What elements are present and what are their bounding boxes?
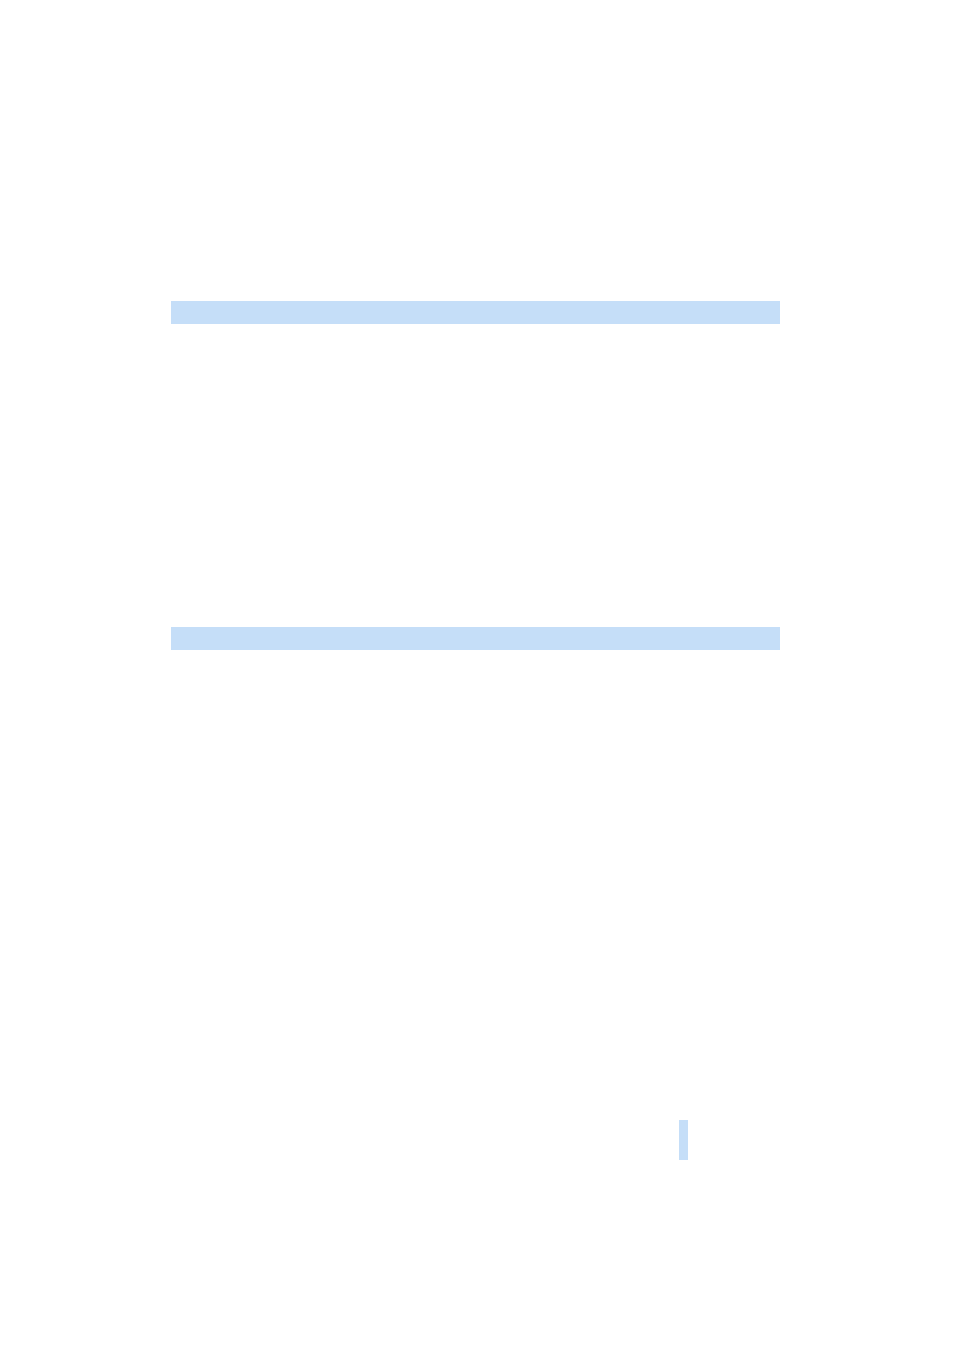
column-header-128i: [472, 627, 780, 650]
convertible-table-header: [171, 627, 780, 650]
coupe-table-header: [171, 301, 780, 324]
convertible-weights-table: [171, 627, 780, 650]
page-number-bar: [679, 1120, 688, 1160]
column-header-128i: [455, 301, 687, 324]
column-header-135i: [687, 301, 780, 324]
coupe-weights-table: [171, 301, 780, 324]
